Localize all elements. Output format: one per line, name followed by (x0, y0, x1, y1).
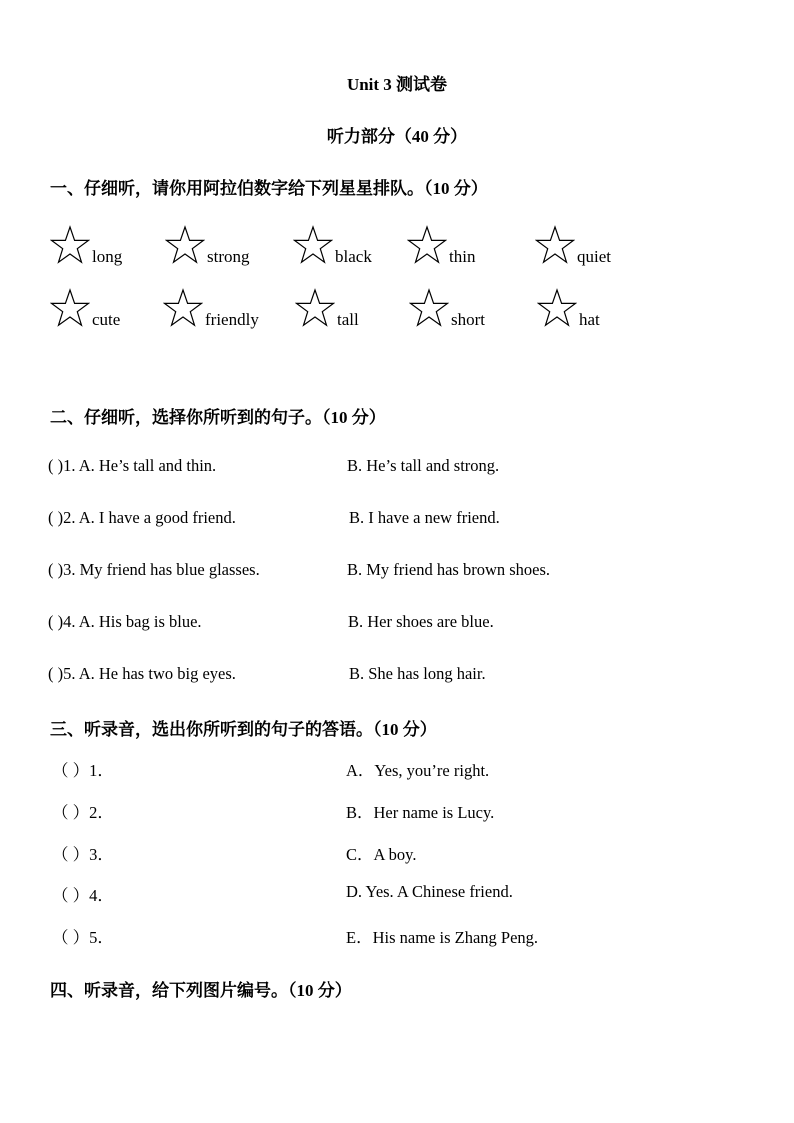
response-answer-c: C．A boy. (346, 845, 417, 864)
star-word: long (92, 247, 123, 266)
star-word: tall (337, 310, 359, 329)
question-2-option-b: B. I have a new friend. (349, 508, 500, 527)
question-3-option-b: B. My friend has brown shoes. (347, 560, 551, 579)
star-icon (537, 288, 577, 328)
response-number-5: （ ）5． (52, 928, 114, 947)
star-word: thin (449, 247, 476, 266)
star-icon (535, 225, 575, 265)
question-4-option-a: ( )4. A. His bag is blue. (48, 612, 202, 631)
response-number-4: （ ）4． (52, 886, 114, 905)
star-word: hat (579, 310, 600, 329)
star-word: cute (92, 310, 121, 329)
star-word: strong (207, 247, 250, 266)
star-word: short (451, 310, 485, 329)
question-3-option-a: ( )3. My friend has blue glasses. (48, 560, 260, 579)
star-icon (407, 225, 447, 265)
section2-heading: 二、仔细听，选择你所听到的句子。（10 分） (50, 408, 386, 427)
star-icon (165, 225, 205, 265)
section3-heading: 三、听录音，选出你所听到的句子的答语。（10 分） (50, 720, 437, 739)
question-1-option-a: ( )1. A. He’s tall and thin. (48, 456, 217, 475)
star-word: friendly (205, 310, 259, 329)
star-word: quiet (577, 247, 611, 266)
response-answer-e: E．His name is Zhang Peng. (346, 928, 539, 947)
question-5-option-b: B. She has long hair. (349, 664, 486, 683)
page-subtitle: 听力部分（40 分） (326, 127, 468, 146)
question-1-option-b: B. He’s tall and strong. (347, 456, 500, 475)
question-5-option-a: ( )5. A. He has two big eyes. (48, 664, 236, 683)
section4-heading: 四、听录音，给下列图片编号。（10 分） (50, 981, 352, 1000)
page-title: Unit 3 测试卷 (346, 75, 448, 94)
response-number-2: （ ）2． (52, 803, 114, 822)
star-icon (50, 225, 90, 265)
star-icon (295, 288, 335, 328)
star-icon (163, 288, 203, 328)
star-icon (50, 288, 90, 328)
response-answer-d: D. Yes. A Chinese friend. (346, 882, 513, 901)
response-answer-a: A．Yes, you’re right. (346, 761, 490, 780)
star-icon (409, 288, 449, 328)
response-answer-b: B．Her name is Lucy. (346, 803, 495, 822)
section1-heading: 一、仔细听，请你用阿拉伯数字给下列星星排队。（10 分） (50, 179, 488, 198)
response-number-1: （ ）1． (52, 761, 114, 780)
star-icon (293, 225, 333, 265)
response-number-3: （ ）3． (52, 845, 114, 864)
star-word: black (335, 247, 372, 266)
question-2-option-a: ( )2. A. I have a good friend. (48, 508, 236, 527)
question-4-option-b: B. Her shoes are blue. (348, 612, 494, 631)
